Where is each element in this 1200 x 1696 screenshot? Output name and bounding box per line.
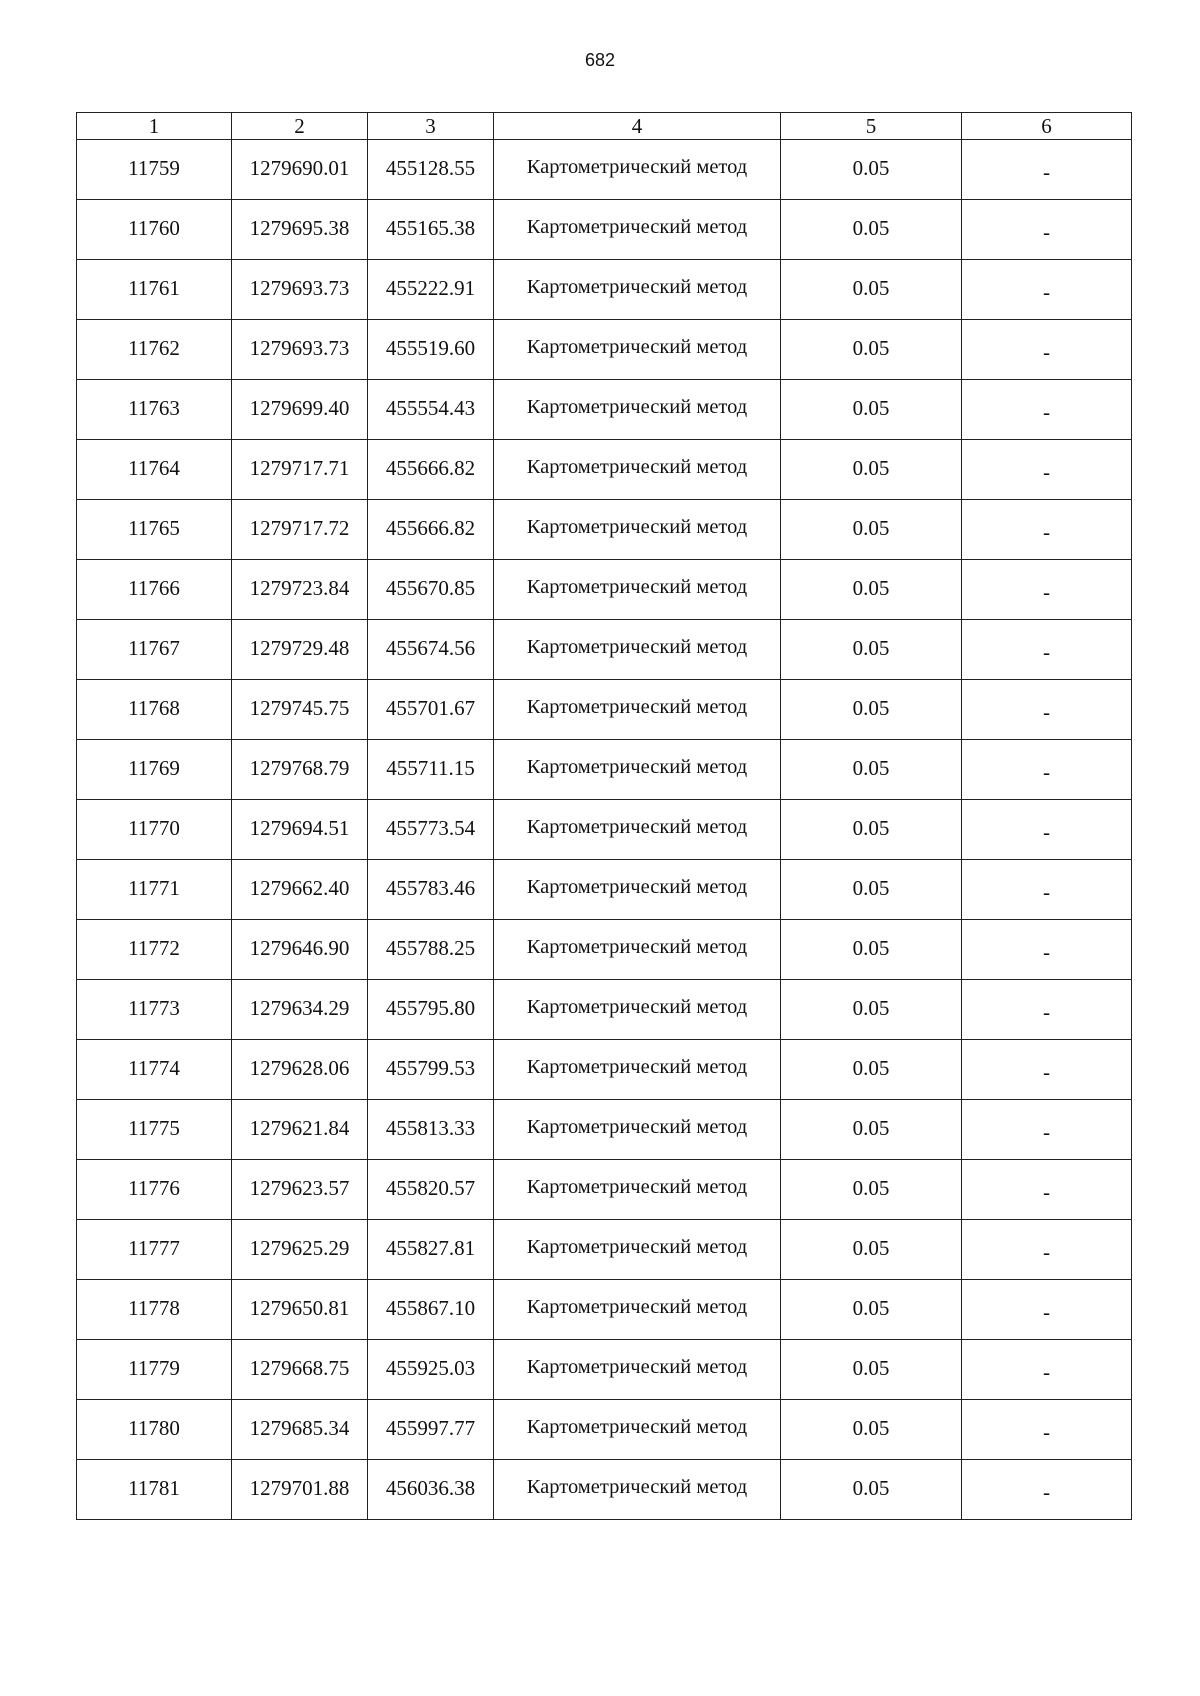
method-cell: Картометрический метод [494,680,781,740]
table-row [77,1340,1132,1400]
method-cell: Картометрический метод [494,200,781,260]
note-cell: - [962,440,1132,500]
note-cell: - [962,1400,1132,1460]
y-coordinate-cell: 455666.82 [368,440,494,500]
table-row [77,620,1132,680]
accuracy-cell: 0.05 [781,200,962,260]
column-header-1: 1 [77,113,232,140]
table-row [77,380,1132,440]
table-row [77,1220,1132,1280]
page-number: 682 [584,50,616,70]
point-number-cell: 11781 [77,1460,232,1520]
y-coordinate-cell: 455783.46 [368,860,494,920]
x-coordinate-cell: 1279625.29 [232,1220,368,1280]
accuracy-cell: 0.05 [781,440,962,500]
x-coordinate-cell: 1279634.29 [232,980,368,1040]
accuracy-cell: 0.05 [781,1160,962,1220]
note-cell: - [962,140,1132,200]
x-coordinate-cell: 1279745.75 [232,680,368,740]
table-row [77,320,1132,380]
accuracy-cell: 0.05 [781,620,962,680]
accuracy-cell: 0.05 [781,920,962,980]
column-header-4: 4 [494,113,781,140]
accuracy-cell: 0.05 [781,560,962,620]
method-cell: Картометрический метод [494,560,781,620]
y-coordinate-cell: 455666.82 [368,500,494,560]
y-coordinate-cell: 455773.54 [368,800,494,860]
y-coordinate-cell: 455519.60 [368,320,494,380]
table-row [77,740,1132,800]
column-header-6: 6 [962,113,1132,140]
accuracy-cell: 0.05 [781,1220,962,1280]
table-row [77,200,1132,260]
point-number-cell: 11768 [77,680,232,740]
x-coordinate-cell: 1279650.81 [232,1280,368,1340]
y-coordinate-cell: 455925.03 [368,1340,494,1400]
method-cell: Картометрический метод [494,620,781,680]
method-cell: Картометрический метод [494,1160,781,1220]
note-cell: - [962,800,1132,860]
y-coordinate-cell: 455788.25 [368,920,494,980]
table-row [77,1460,1132,1520]
accuracy-cell: 0.05 [781,800,962,860]
accuracy-cell: 0.05 [781,1100,962,1160]
accuracy-cell: 0.05 [781,1040,962,1100]
table-row [77,680,1132,740]
note-cell: - [962,260,1132,320]
y-coordinate-cell: 455670.85 [368,560,494,620]
column-header-5: 5 [781,113,962,140]
method-cell: Картометрический метод [494,980,781,1040]
note-cell: - [962,1100,1132,1160]
table-row [77,920,1132,980]
note-cell: - [962,1280,1132,1340]
table-row [77,800,1132,860]
accuracy-cell: 0.05 [781,1280,962,1340]
table-body [77,140,1132,1520]
point-number-cell: 11764 [77,440,232,500]
table-row [77,1040,1132,1100]
accuracy-cell: 0.05 [781,500,962,560]
x-coordinate-cell: 1279628.06 [232,1040,368,1100]
x-coordinate-cell: 1279723.84 [232,560,368,620]
accuracy-cell: 0.05 [781,1340,962,1400]
point-number-cell: 11770 [77,800,232,860]
method-cell: Картометрический метод [494,860,781,920]
x-coordinate-cell: 1279621.84 [232,1100,368,1160]
accuracy-cell: 0.05 [781,980,962,1040]
point-number-cell: 11763 [77,380,232,440]
table-row [77,980,1132,1040]
x-coordinate-cell: 1279623.57 [232,1160,368,1220]
table-row [77,500,1132,560]
point-number-cell: 11767 [77,620,232,680]
y-coordinate-cell: 455795.80 [368,980,494,1040]
x-coordinate-cell: 1279693.73 [232,320,368,380]
table-row [77,1400,1132,1460]
point-number-cell: 11776 [77,1160,232,1220]
note-cell: - [962,620,1132,680]
method-cell: Картометрический метод [494,1460,781,1520]
note-cell: - [962,1340,1132,1400]
note-cell: - [962,680,1132,740]
note-cell: - [962,740,1132,800]
method-cell: Картометрический метод [494,140,781,200]
table-row [77,560,1132,620]
y-coordinate-cell: 455701.67 [368,680,494,740]
method-cell: Картометрический метод [494,1220,781,1280]
point-number-cell: 11779 [77,1340,232,1400]
x-coordinate-cell: 1279695.38 [232,200,368,260]
note-cell: - [962,860,1132,920]
y-coordinate-cell: 455997.77 [368,1400,494,1460]
accuracy-cell: 0.05 [781,320,962,380]
accuracy-cell: 0.05 [781,1460,962,1520]
y-coordinate-cell: 456036.38 [368,1460,494,1520]
y-coordinate-cell: 455813.33 [368,1100,494,1160]
point-number-cell: 11769 [77,740,232,800]
table-row [77,1160,1132,1220]
table-row [77,260,1132,320]
method-cell: Картометрический метод [494,1400,781,1460]
point-number-cell: 11777 [77,1220,232,1280]
note-cell: - [962,380,1132,440]
column-header-3: 3 [368,113,494,140]
x-coordinate-cell: 1279699.40 [232,380,368,440]
method-cell: Картометрический метод [494,1040,781,1100]
method-cell: Картометрический метод [494,260,781,320]
note-cell: - [962,1460,1132,1520]
x-coordinate-cell: 1279693.73 [232,260,368,320]
accuracy-cell: 0.05 [781,860,962,920]
point-number-cell: 11774 [77,1040,232,1100]
y-coordinate-cell: 455222.91 [368,260,494,320]
accuracy-cell: 0.05 [781,260,962,320]
accuracy-cell: 0.05 [781,680,962,740]
x-coordinate-cell: 1279768.79 [232,740,368,800]
y-coordinate-cell: 455674.56 [368,620,494,680]
point-number-cell: 11780 [77,1400,232,1460]
point-number-cell: 11773 [77,980,232,1040]
table-row [77,1100,1132,1160]
x-coordinate-cell: 1279694.51 [232,800,368,860]
y-coordinate-cell: 455128.55 [368,140,494,200]
coordinates-table [76,112,1132,1520]
point-number-cell: 11778 [77,1280,232,1340]
note-cell: - [962,560,1132,620]
x-coordinate-cell: 1279662.40 [232,860,368,920]
y-coordinate-cell: 455867.10 [368,1280,494,1340]
table-row [77,1280,1132,1340]
note-cell: - [962,320,1132,380]
table-row [77,140,1132,200]
y-coordinate-cell: 455820.57 [368,1160,494,1220]
x-coordinate-cell: 1279646.90 [232,920,368,980]
point-number-cell: 11762 [77,320,232,380]
x-coordinate-cell: 1279685.34 [232,1400,368,1460]
point-number-cell: 11771 [77,860,232,920]
method-cell: Картометрический метод [494,920,781,980]
accuracy-cell: 0.05 [781,1400,962,1460]
method-cell: Картометрический метод [494,1340,781,1400]
table-header [77,113,1132,140]
x-coordinate-cell: 1279717.71 [232,440,368,500]
method-cell: Картометрический метод [494,320,781,380]
accuracy-cell: 0.05 [781,140,962,200]
table-row [77,860,1132,920]
x-coordinate-cell: 1279668.75 [232,1340,368,1400]
x-coordinate-cell: 1279729.48 [232,620,368,680]
point-number-cell: 11761 [77,260,232,320]
header-row [77,113,1132,140]
method-cell: Картометрический метод [494,740,781,800]
note-cell: - [962,200,1132,260]
point-number-cell: 11775 [77,1100,232,1160]
y-coordinate-cell: 455799.53 [368,1040,494,1100]
x-coordinate-cell: 1279717.72 [232,500,368,560]
accuracy-cell: 0.05 [781,380,962,440]
note-cell: - [962,1160,1132,1220]
y-coordinate-cell: 455711.15 [368,740,494,800]
note-cell: - [962,500,1132,560]
point-number-cell: 11765 [77,500,232,560]
point-number-cell: 11766 [77,560,232,620]
point-number-cell: 11760 [77,200,232,260]
method-cell: Картометрический метод [494,500,781,560]
y-coordinate-cell: 455165.38 [368,200,494,260]
point-number-cell: 11772 [77,920,232,980]
accuracy-cell: 0.05 [781,740,962,800]
note-cell: - [962,920,1132,980]
note-cell: - [962,980,1132,1040]
method-cell: Картометрический метод [494,1100,781,1160]
note-cell: - [962,1220,1132,1280]
column-header-2: 2 [232,113,368,140]
method-cell: Картометрический метод [494,440,781,500]
point-number-cell: 11759 [77,140,232,200]
note-cell: - [962,1040,1132,1100]
method-cell: Картометрический метод [494,1280,781,1340]
x-coordinate-cell: 1279690.01 [232,140,368,200]
method-cell: Картометрический метод [494,380,781,440]
y-coordinate-cell: 455827.81 [368,1220,494,1280]
x-coordinate-cell: 1279701.88 [232,1460,368,1520]
y-coordinate-cell: 455554.43 [368,380,494,440]
table-row [77,440,1132,500]
method-cell: Картометрический метод [494,800,781,860]
